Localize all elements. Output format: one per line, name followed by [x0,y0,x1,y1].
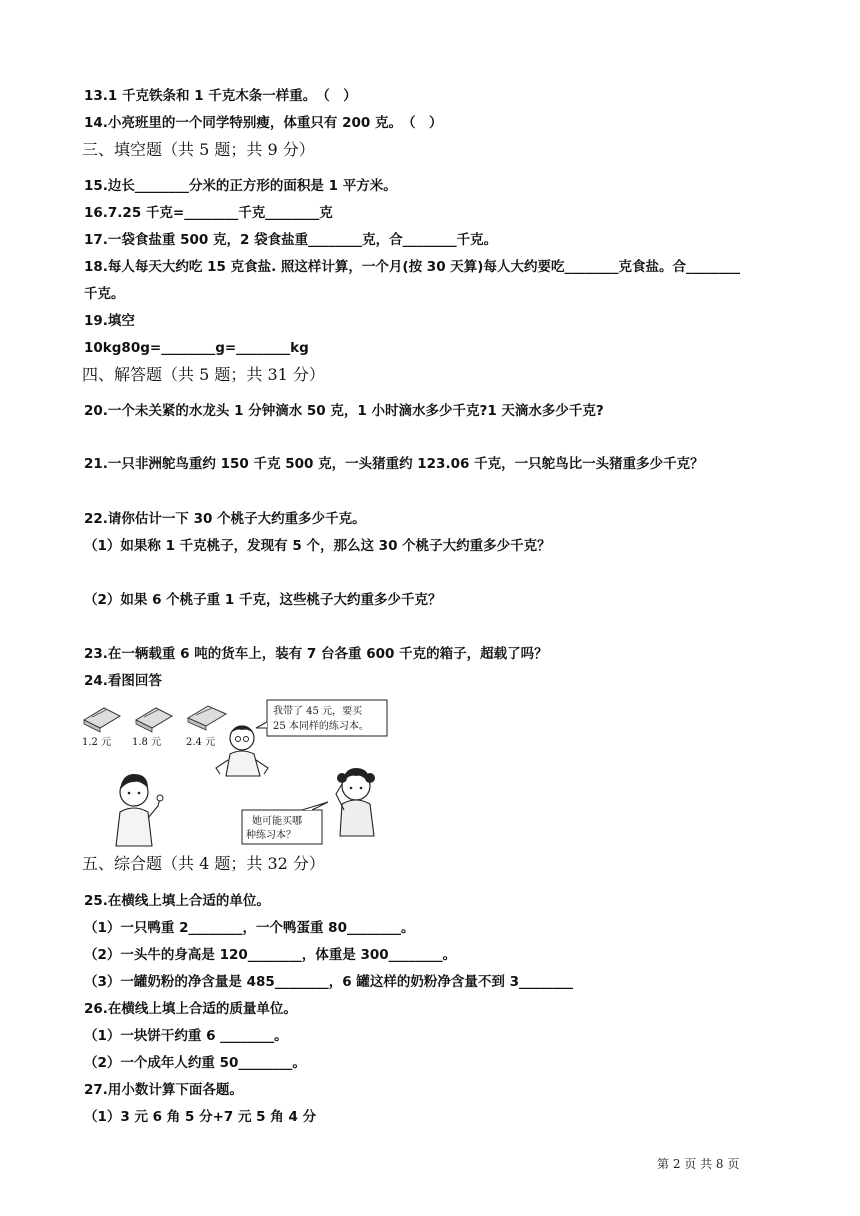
bubble-2-line-1: 她可能买哪 [252,816,302,827]
bubble-1-line-2: 25 本同样的练习本。 [273,721,369,732]
question-25: 25.在横线上填上合适的单位。 [84,893,270,909]
bubble-1-line-1: 我带了 45 元，要买 [273,706,363,717]
question-19: 19.填空 [84,313,135,329]
question-22-part-2: （2）如果 6 个桃子重 1 千克，这些桃子大约重多少千克？ [84,592,442,608]
question-20: 20.一个未关紧的水龙头 1 分钟滴水 50 克，1 小时滴水多少千克?1 天滴水多少千克? [84,403,604,419]
speech-bubble-1 [256,700,387,736]
notebook-2-icon [136,708,172,732]
question-13: 13.1 千克铁条和 1 千克木条一样重。 （ ） [84,88,357,104]
notebook-3-icon [188,706,226,730]
boy-figure-icon [116,774,163,846]
section-heading-5: 五、综合题（共 4 题；共 32 分） [82,854,325,873]
question-21: 21.一只非洲鸵鸟重约 150 千克 500 克，一头猪重约 123.06 千克，一只鸵鸟比一头猪重多少千克？ [84,456,704,472]
question-14: 14.小亮班里的一个同学特别瘦，体重只有 200 克。 （ ） [84,115,443,131]
question-26-part-2: （2）一个成年人约重 50________。 [84,1055,306,1071]
question-24: 24.看图回答 [84,673,162,689]
question-17: 17.一袋食盐重 500 克，2 袋食盐重________克，合________千克。 [84,232,498,248]
section-heading-4: 四、解答题（共 5 题；共 31 分） [82,365,325,384]
question-27-part-1: （1）3 元 6 角 5 分+7 元 5 角 4 分 [84,1109,317,1125]
question-16: 16.7.25 千克=________千克________克 [84,205,333,221]
girl-figure-icon [336,768,375,836]
question-22: 22.请你估计一下 30 个桃子大约重多少千克。 [84,511,366,527]
price-label-1: 1.2 元 [82,737,112,748]
question-18-continued: 千克。 [84,286,125,302]
illustration-svg [80,698,390,848]
question-25-part-2: （2）一头牛的身高是 120________，体重是 300________。 [84,947,457,963]
question-18: 18.每人每天大约吃 15 克食盐. 照这样计算，一个月(按 30 天算)每人大约要吃________克食盐。合________ [84,259,740,275]
teacher-figure-icon [216,726,268,776]
question-26-part-1: （1）一块饼干约重 6 ________。 [84,1028,288,1044]
question-25-part-3: （3）一罐奶粉的净含量是 485________，6 罐这样的奶粉净含量不到 3________ [84,974,573,990]
bubble-2-line-2: 种练习本？ [246,830,296,841]
notebook-1-icon [84,708,120,732]
question-25-part-1: （1）一只鸭重 2________，一个鸭蛋重 80________。 [84,920,415,936]
question-27: 27.用小数计算下面各题。 [84,1082,243,1098]
speech-bubble-2 [242,802,328,844]
section-heading-3: 三、填空题（共 5 题；共 9 分） [82,140,315,159]
price-label-2: 1.8 元 [132,737,162,748]
question-26: 26.在横线上填上合适的质量单位。 [84,1001,297,1017]
price-label-3: 2.4 元 [186,737,216,748]
question-19-blank: 10kg80g=________g=________kg [84,340,309,356]
question-22-part-1: （1）如果称 1 千克桃子，发现有 5 个，那么这 30 个桃子大约重多少千克？ [84,538,551,554]
question-24-illustration [80,698,390,848]
page-number-footer: 第 2 页 共 8 页 [657,1157,740,1171]
question-15: 15.边长________分米的正方形的面积是 1 平方米。 [84,178,397,194]
question-23: 23.在一辆载重 6 吨的货车上，装有 7 台各重 600 千克的箱子，超载了吗？ [84,646,548,662]
